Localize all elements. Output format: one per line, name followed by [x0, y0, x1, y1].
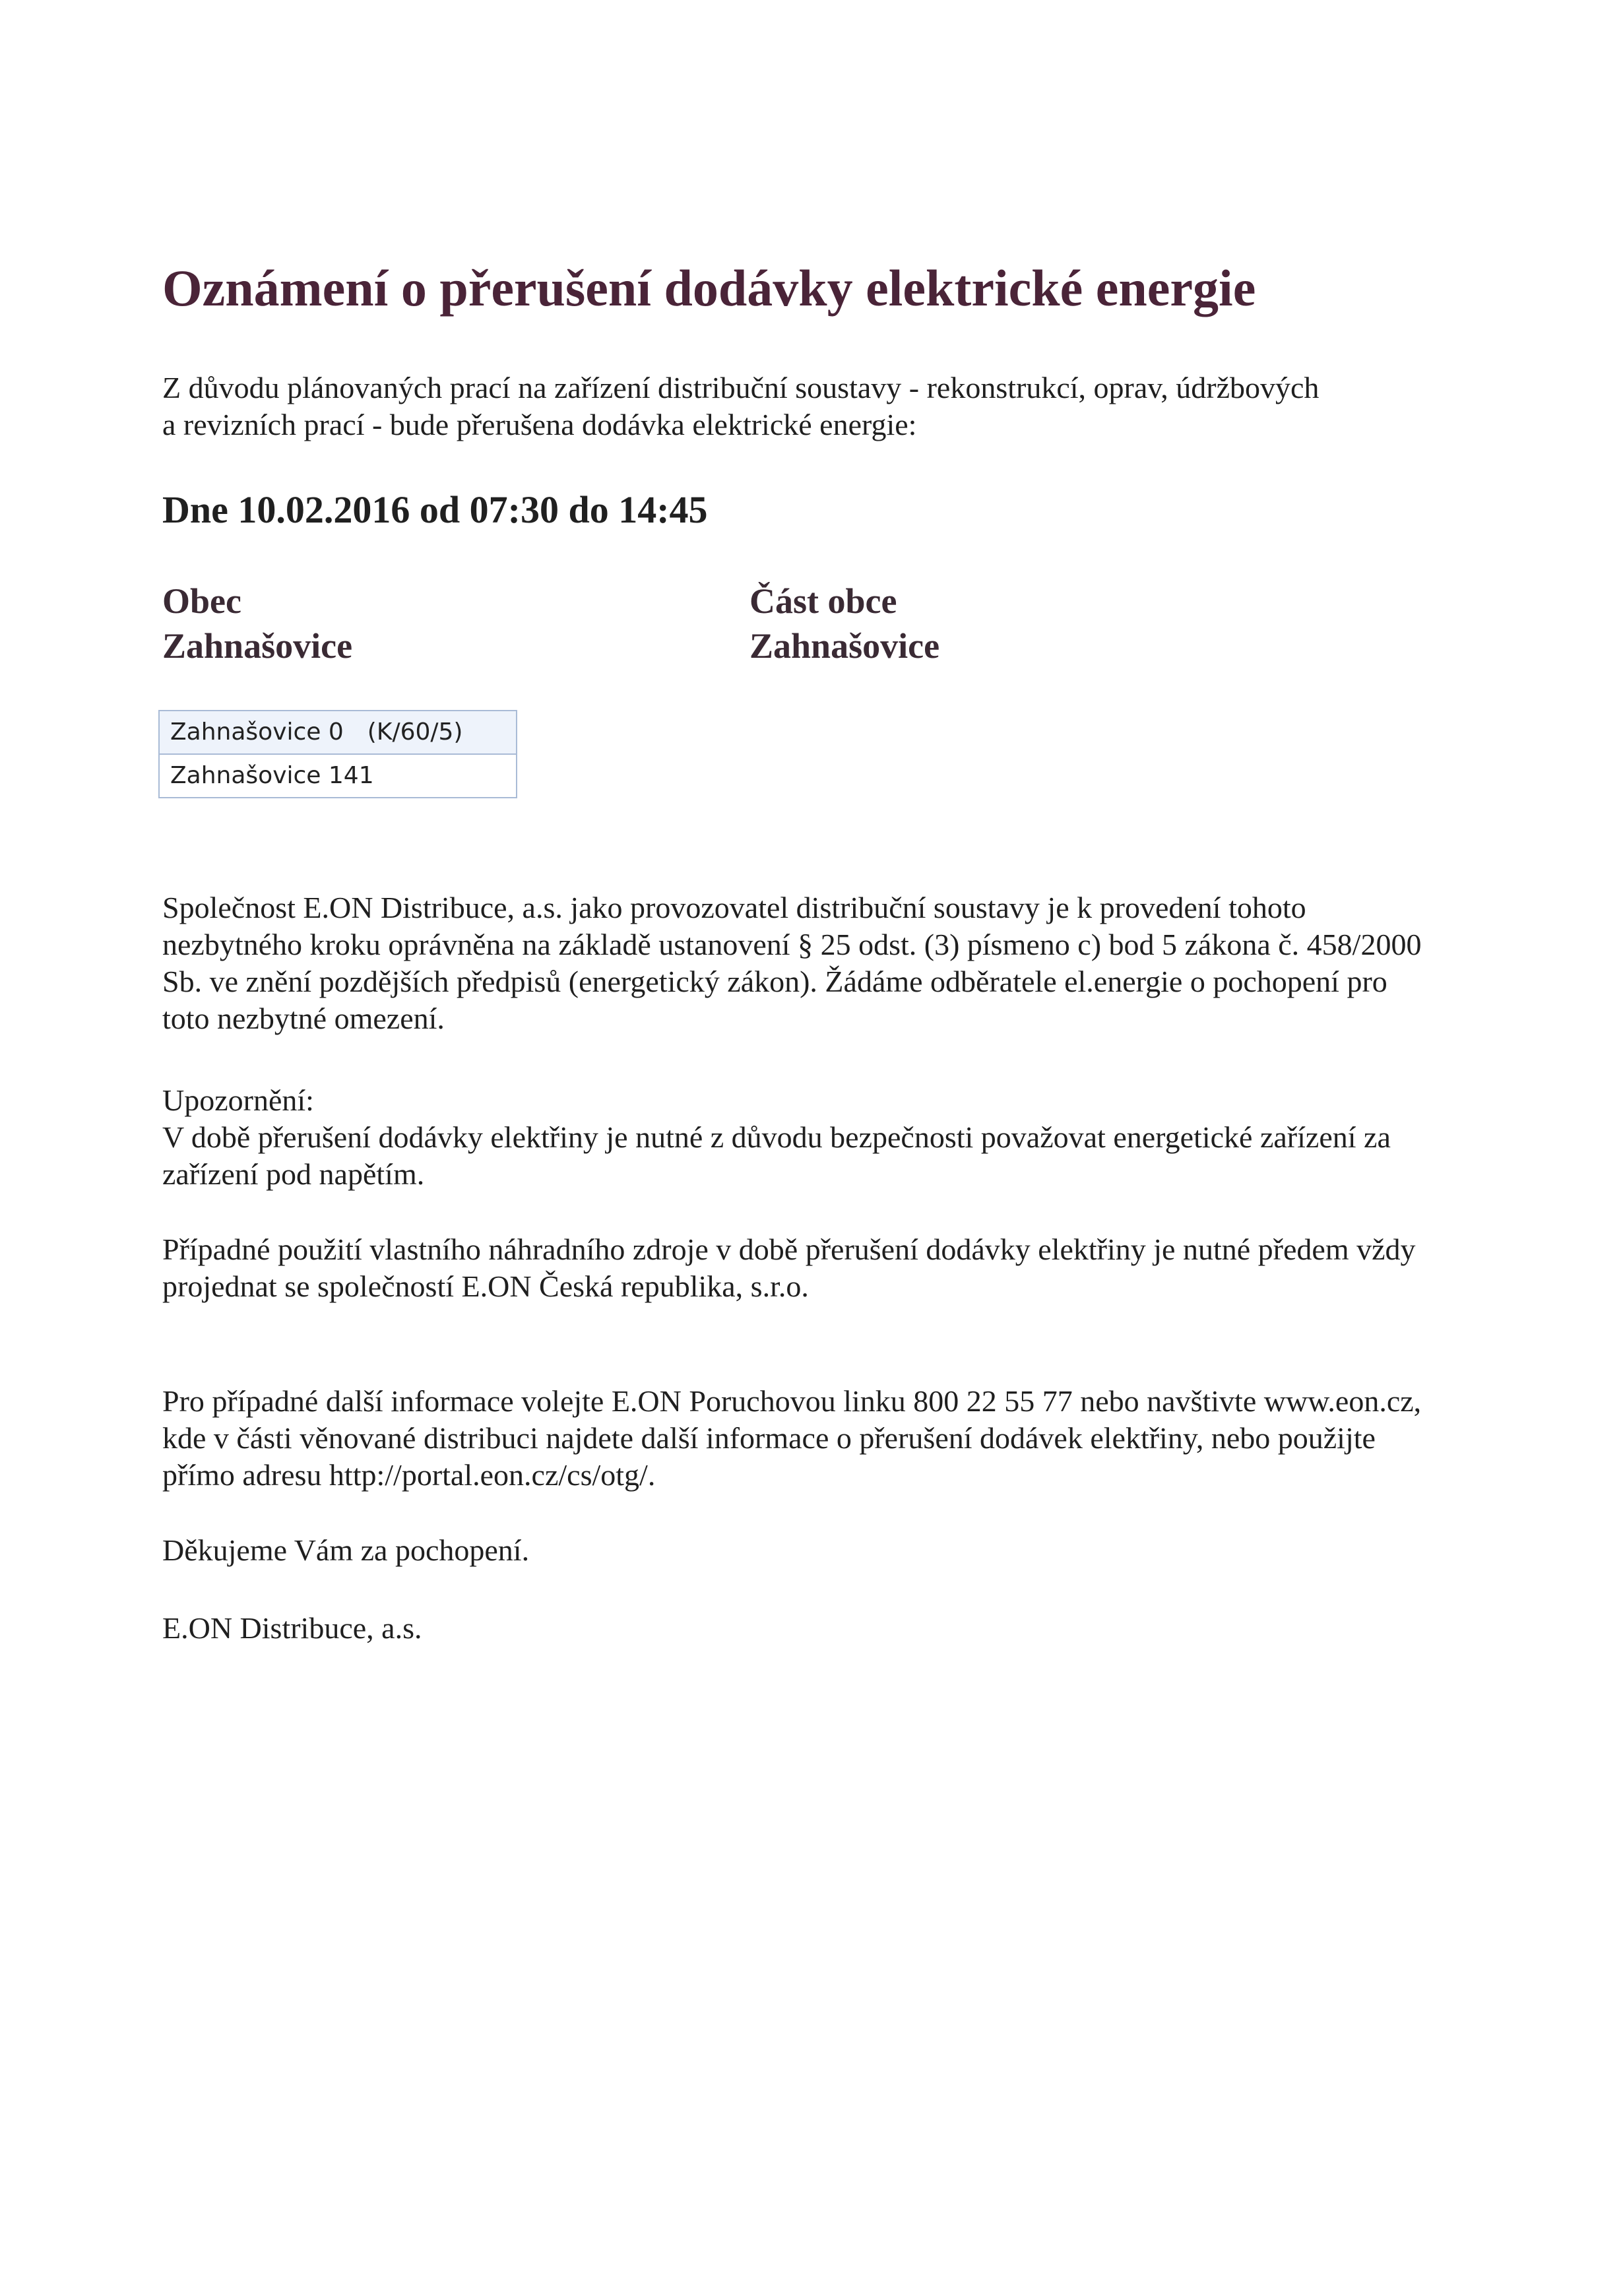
info-paragraph	[162, 1383, 1535, 1494]
municipality-value: Zahnašovice	[162, 626, 353, 666]
document-title: Oznámení o přerušení dodávky elektrické energie	[162, 259, 1256, 317]
info-line: Pro případné další informace volejte E.ON Poruchovou linku 800 22 55 77 nebo navštivte www.eon.cz,	[162, 1384, 1422, 1418]
address-name: Zahnašovice 141	[170, 762, 374, 789]
address-code: (K/60/5)	[367, 718, 463, 746]
signature-line: E.ON Distribuce, a.s.	[162, 1611, 422, 1645]
warning-line: zařízení pod napětím.	[162, 1157, 425, 1191]
legal-line: toto nezbytné omezení.	[162, 1002, 445, 1035]
info-line: kde v části věnované distribuci najdete další informace o přerušení dodávek elektřiny, nebo použijte	[162, 1421, 1376, 1455]
intro-line: a revizních prací - bude přerušena dodávka elektrické energie:	[162, 408, 917, 441]
warning-paragraph	[162, 1119, 1535, 1193]
backup-line: Případné použití vlastního náhradního zdroje v době přerušení dodávky elektřiny je nutné předem vždy	[162, 1232, 1416, 1266]
legal-line: nezbytného kroku oprávněna na základě ustanovení § 25 odst. (3) písmeno c) bod 5 zákona č. 458/2000	[162, 928, 1422, 961]
legal-line: Společnost E.ON Distribuce, a.s. jako provozovatel distribuční soustavy je k provedení tohoto	[162, 891, 1306, 924]
intro-paragraph	[162, 369, 1535, 443]
address-table	[158, 710, 517, 798]
warning-line: V době přerušení dodávky elektřiny je nutné z důvodu bezpečnosti považovat energetické zařízení za	[162, 1120, 1391, 1154]
legal-line: Sb. ve znění pozdějších předpisů (energetický zákon). Žádáme odběratele el.energie o pochopení pro	[162, 965, 1387, 998]
thanks-line: Děkujeme Vám za pochopení.	[162, 1533, 530, 1567]
address-name: Zahnašovice 0	[170, 718, 344, 746]
info-line: přímo adresu http://portal.eon.cz/cs/otg/.	[162, 1458, 656, 1492]
address-row	[160, 711, 516, 755]
backup-line: projednat se společností E.ON Česká republika, s.r.o.	[162, 1269, 809, 1303]
warning-title: Upozornění:	[162, 1083, 314, 1117]
intro-line: Z důvodu plánovaných prací na zařízení distribuční soustavy - rekonstrukcí, oprav, údržbových	[162, 371, 1320, 404]
address-row	[160, 755, 516, 797]
municipality-label: Obec	[162, 581, 241, 621]
district-label: Část obce	[749, 581, 897, 621]
backup-paragraph	[162, 1231, 1535, 1305]
legal-paragraph	[162, 889, 1535, 1037]
outage-date: Dne 10.02.2016 od 07:30 do 14:45	[162, 488, 708, 531]
district-value: Zahnašovice	[749, 626, 940, 666]
